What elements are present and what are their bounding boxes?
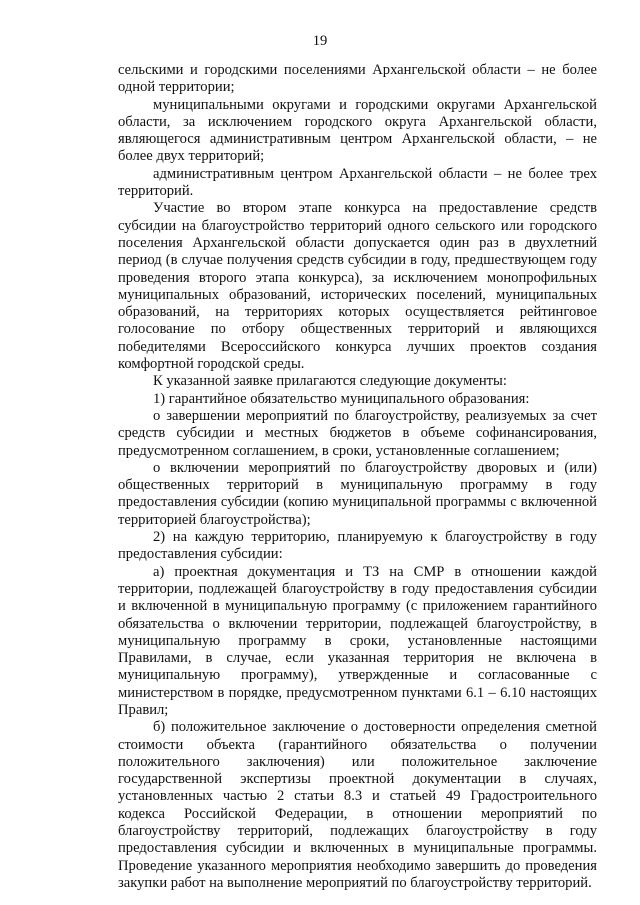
paragraph-item-2: 2) на каждую территорию, планируемую к благоустройству в году предоставления субсидии: [118, 529, 597, 563]
paragraph-second-stage-participation: Участие во втором этапе конкурса на предоставление средств субсидии на благоустройство территорий одного сельского или городского поселения Архангельской области допускается один раз в двухлетний период (в случае получения средств субсидии в году, предшествующем году проведения второго этапа конкурса), за исключением монопрофильных муниципальных образований, исторических поселений, муниципальных образований, на территориях которых осуществляется рейтинговое голосование по отбору общественных территорий и являющихся победителями Всероссийского конкурса лучших проектов создания комфортной городской среды. [118, 200, 597, 373]
paragraph-settlements: сельскими и городскими поселениями Архангельской области – не более одной территории; [118, 62, 597, 96]
paragraph-item-2b: б) положительное заключение о достоверности определения сметной стоимости объекта (гарантийного обязательства о получении положительного заключения) или положительное заключение государственной экспертизы проектной документации в случаях, установленных частью 2 статьи 8.3 и статьей 49 Градостроительного кодекса Российской Федерации, в отношении мероприятий по благоустройству территорий, подлежащих благоустройству в году предоставления субсидии и включенных в муниципальные программы. Проведение указанного мероприятия необходимо завершить до проведения закупки работ на выполнение мероприятий по благоустройству территорий. [118, 719, 597, 891]
paragraph-item-1-completion: о завершении мероприятий по благоустройству, реализуемых за счет средств субсидии и местных бюджетов в объеме софинансирования, предусмотренном соглашением, в сроки, установленные соглашением; [118, 407, 597, 459]
page-number: 19 [312, 33, 328, 49]
paragraph-municipal-districts: муниципальными округами и городскими округами Архангельской области, за исключением городского округа Архангельской области, являющегося административным центром Архангельской области, – не более двух территорий; [118, 96, 597, 165]
paragraph-item-1: 1) гарантийное обязательство муниципального образования: [153, 390, 530, 407]
paragraph-item-1-inclusion: о включении мероприятий по благоустройству дворовых и (или) общественных территорий в муниципальную программу в году предоставления субсидии (копию муниципальной программы с включенной территорией благоустройства); [118, 459, 597, 528]
paragraph-item-2a: а) проектная документация и ТЗ на СМР в отношении каждой территории, подлежащей благоустройству в году предоставления субсидии и включенной в муниципальную программу (с приложением гарантийного обязательства о включении территории, подлежащей благоустройству, в муниципальную программу в сроки, установленные настоящими Правилами, в случае, если указанная территория не включена в муниципальную программу), утвержденные и согласованные с министерством в порядке, предусмотренном пунктами 6.1 – 6.10 настоящих Правил; [118, 563, 597, 718]
document-body [118, 62, 597, 892]
paragraph-administrative-center: административным центром Архангельской области – не более трех территорий. [118, 165, 597, 200]
paragraph-attached-documents: К указанной заявке прилагаются следующие документы: [153, 373, 507, 390]
